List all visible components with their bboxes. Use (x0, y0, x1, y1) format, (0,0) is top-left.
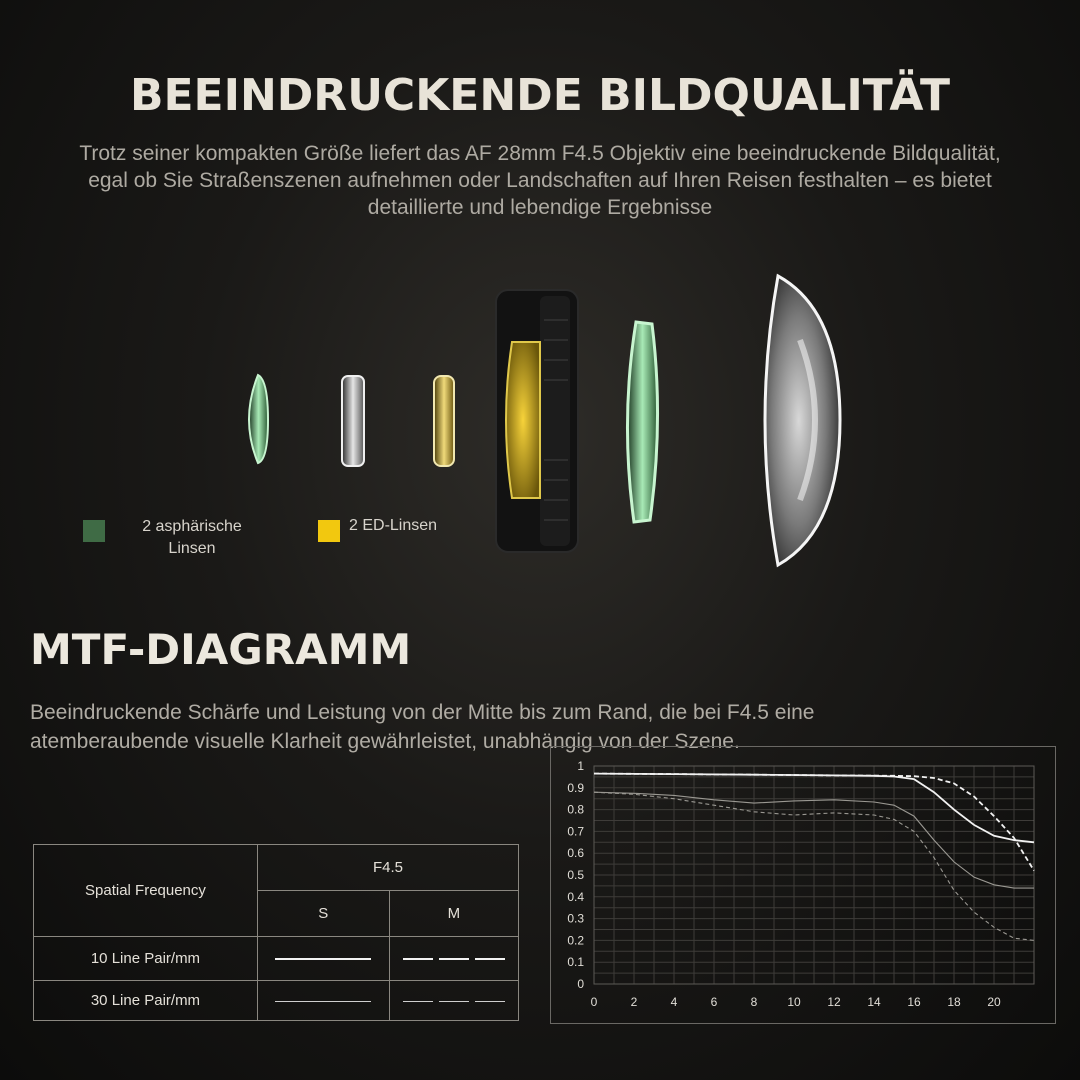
section-title-mtf: MTF-DIAGRAMM (30, 625, 412, 674)
mtf-legend-table (33, 844, 519, 1021)
aspherical-legend-swatch (83, 520, 105, 542)
y-tick-label: 0.5 (567, 868, 584, 882)
x-tick-label: 12 (827, 995, 841, 1009)
row-30-lp-s-sample (257, 981, 389, 1021)
x-tick-label: 0 (590, 995, 598, 1009)
intro-paragraph (0, 140, 1080, 221)
thin-solid-line-sample (275, 1001, 371, 1002)
row-10-lp-s-sample (257, 937, 389, 981)
row-10-lp-label: 10 Line Pair/mm (34, 937, 258, 981)
aspherical-lens-1 (249, 375, 268, 463)
x-tick-label: 20 (987, 995, 1001, 1009)
y-tick-label: 0.8 (567, 802, 584, 817)
y-tick-label: 0 (577, 977, 584, 991)
aperture-header: F4.5 (257, 845, 518, 891)
x-tick-label: 10 (787, 995, 801, 1009)
column-m-header: M (389, 891, 518, 937)
y-tick-label: 0.7 (567, 824, 584, 839)
y-tick-label: 0.6 (567, 846, 584, 861)
intro-line: egal ob Sie Straßenszenen aufnehmen oder Landschaften auf Ihren Reisen festhalten – es bietet (88, 169, 992, 192)
x-tick-label: 6 (710, 995, 718, 1009)
y-tick-label: 0.2 (567, 933, 584, 948)
lens-barrel (496, 290, 578, 552)
x-tick-label: 8 (750, 995, 758, 1009)
x-tick-label: 14 (867, 995, 881, 1009)
intro-line: Trotz seiner kompakten Größe liefert das AF 28mm F4.5 Objektiv eine beeindruckende Bildqualität, (79, 142, 1001, 165)
thin-dashed-line-sample (400, 992, 508, 1009)
row-30-lp-label: 30 Line Pair/mm (34, 981, 258, 1021)
y-tick-label: 0.1 (567, 955, 584, 970)
mtf-chart (550, 746, 1056, 1024)
y-tick-label: 1 (577, 759, 584, 773)
y-tick-label: 0.3 (567, 911, 584, 926)
section-title-image-quality: BEEINDRUCKENDE BILDQUALITÄT (129, 70, 951, 121)
solid-line-sample (275, 958, 371, 960)
ed-legend-label: 2 ED-Linsen (349, 517, 438, 534)
aspherical-legend-line: 2 asphärische (142, 518, 242, 535)
dashed-line-sample (400, 950, 508, 967)
x-tick-label: 4 (670, 995, 678, 1009)
aspherical-legend-label (122, 516, 262, 560)
ed-legend-swatch (318, 520, 340, 542)
spatial-frequency-header: Spatial Frequency (34, 845, 258, 937)
mtf-description-line: Beeindruckende Schärfe und Leistung von der Mitte bis zum Rand, die bei F4.5 eine (30, 701, 815, 724)
intro-line: detaillierte und lebendige Ergebnisse (367, 196, 713, 219)
x-tick-label: 2 (630, 995, 638, 1009)
ed-lens-1 (434, 376, 454, 466)
x-tick-label: 16 (907, 995, 921, 1009)
x-tick-label: 18 (947, 995, 961, 1009)
y-tick-label: 0.4 (567, 889, 584, 904)
y-tick-label: 0.9 (567, 780, 584, 795)
front-lens-element (765, 276, 840, 565)
glass-lens-1 (342, 376, 364, 466)
aspherical-lens-2 (627, 322, 657, 522)
aspherical-legend-line: Linsen (168, 540, 216, 557)
row-10-lp-m-sample (389, 937, 518, 981)
mtf-description-line: atemberaubende visuelle Klarheit gewährleistet, unabhängig von der Szene. (30, 730, 740, 753)
row-30-lp-m-sample (389, 981, 518, 1021)
column-s-header: S (257, 891, 389, 937)
